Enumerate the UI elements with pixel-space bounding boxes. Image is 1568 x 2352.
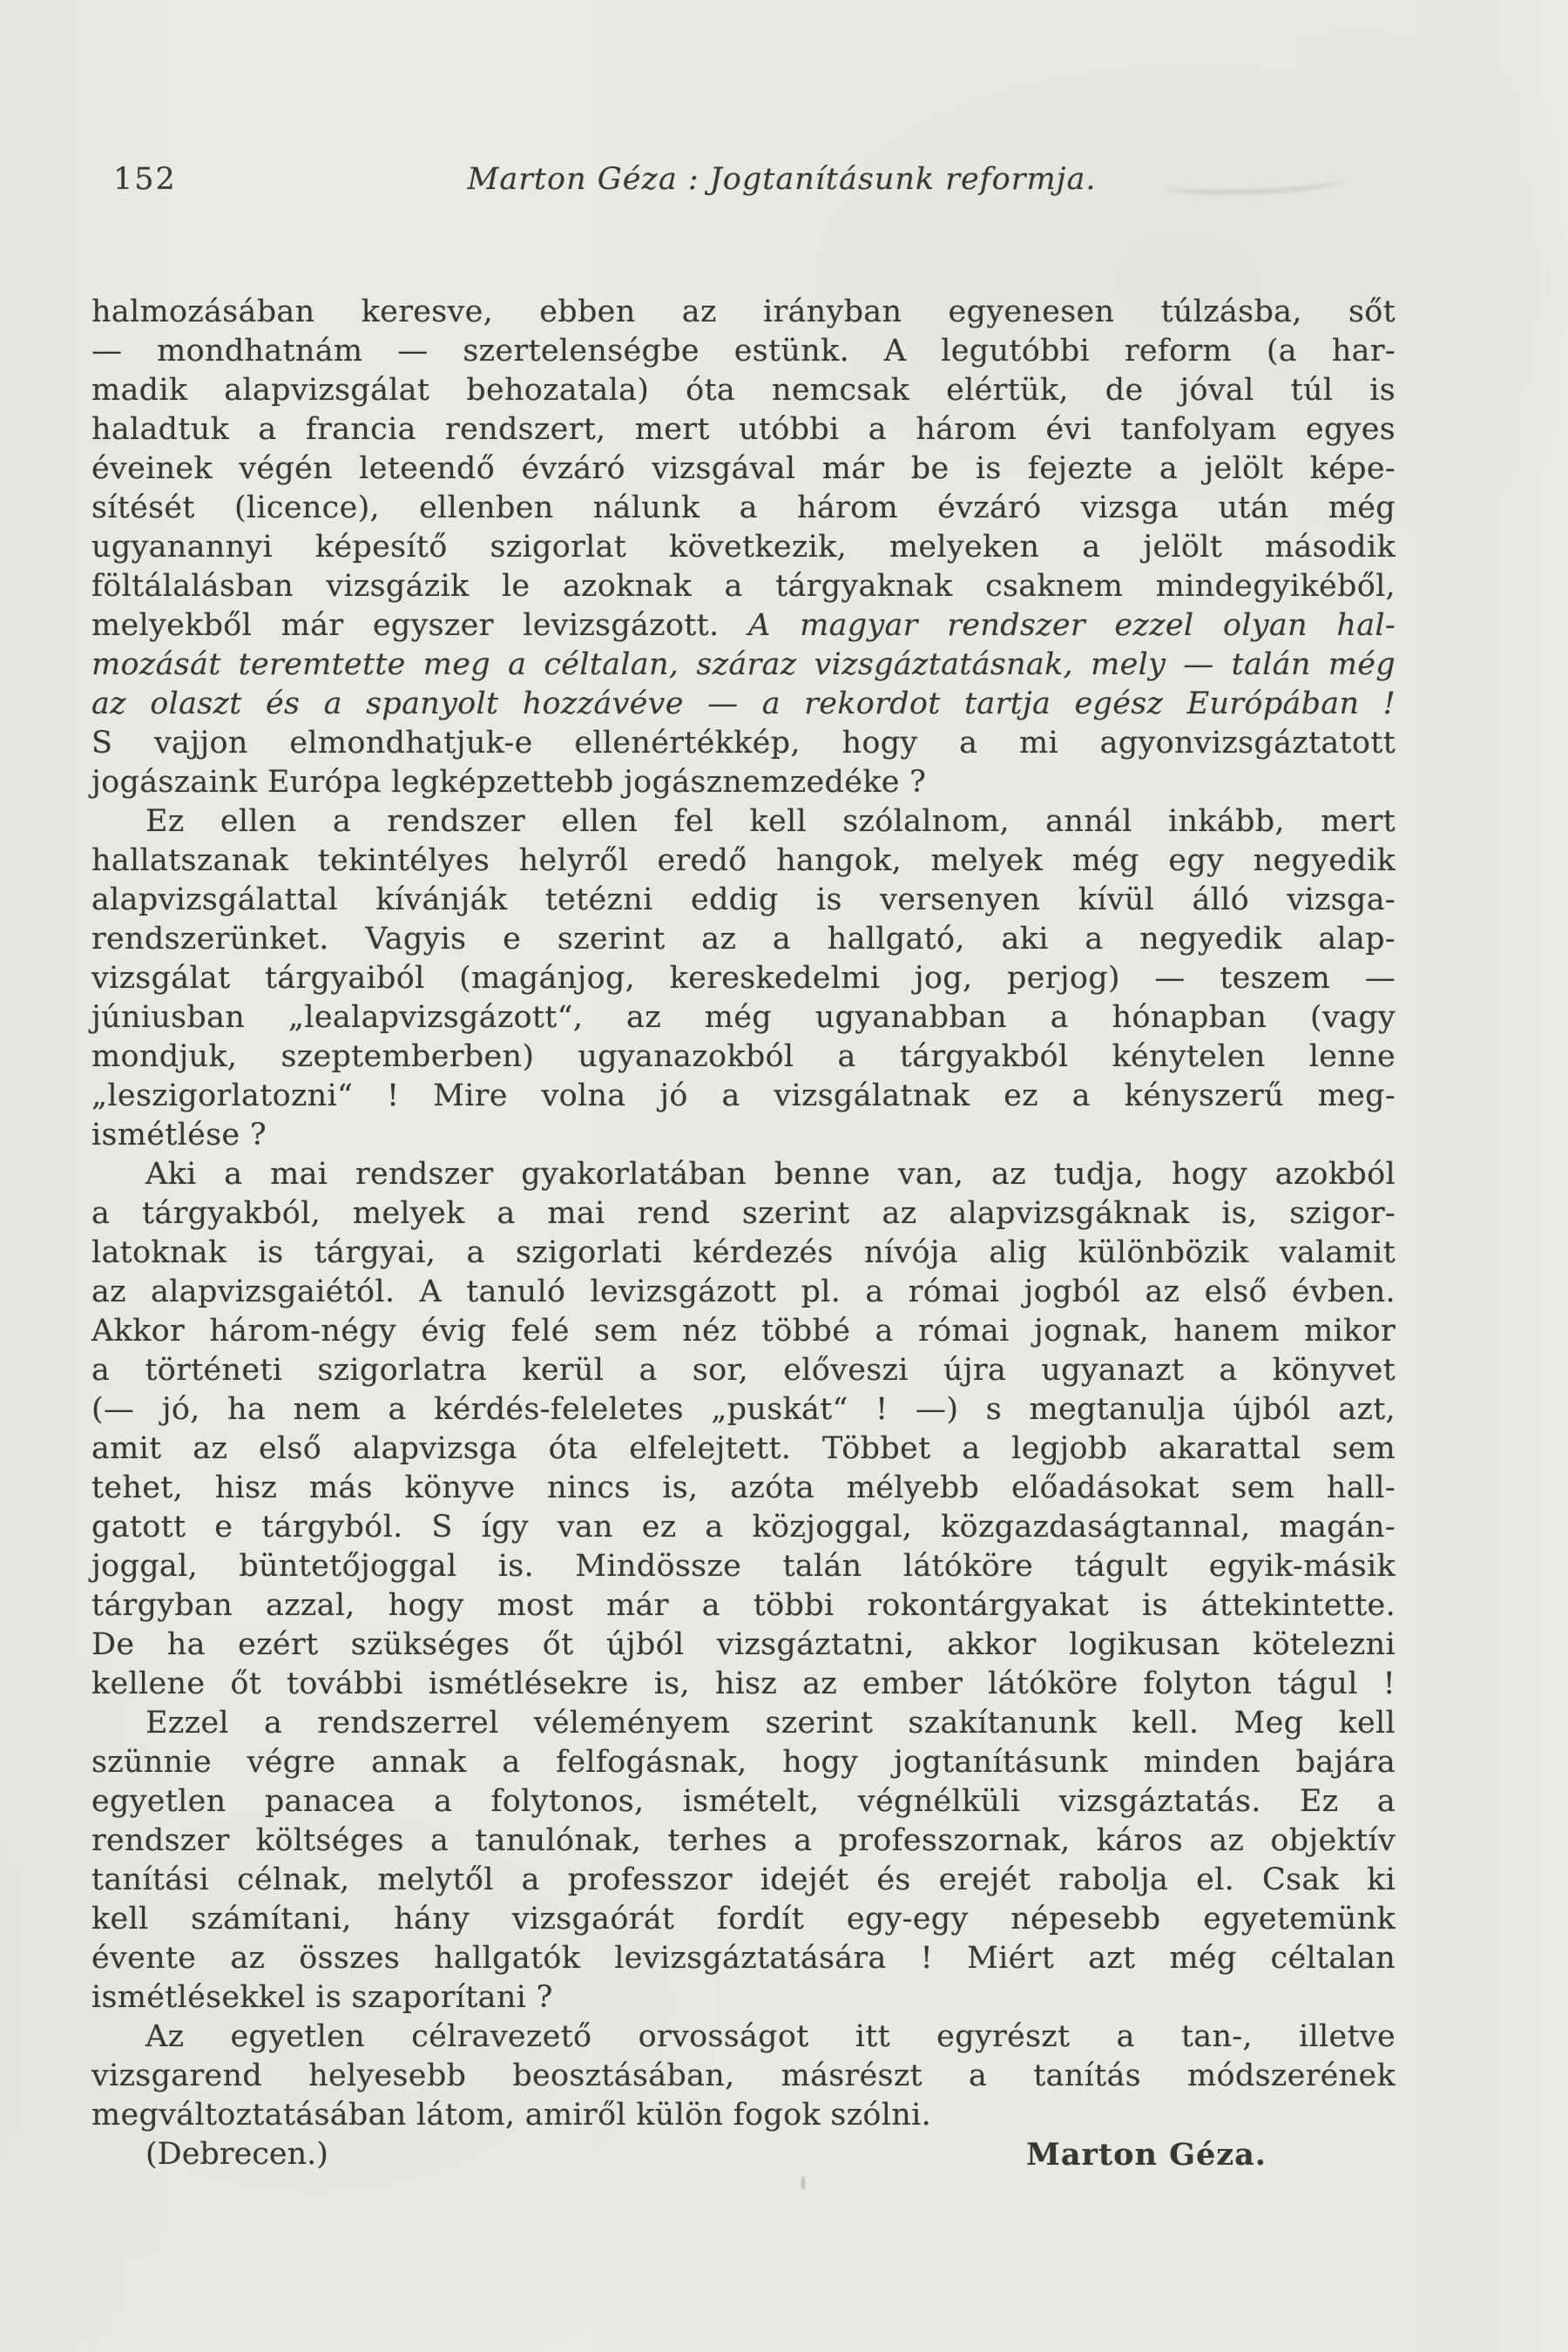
text-segment: vizsgálat tárgyaiból (magánjog, kereskedelmi jog, perjog) — teszem — xyxy=(91,961,1396,996)
text-line xyxy=(91,881,1396,920)
text-line xyxy=(91,1586,1396,1625)
text-line xyxy=(91,1782,1396,1821)
running-title: Marton Géza : Jogtanításunk reformja. xyxy=(467,162,1097,197)
text-line xyxy=(91,410,1396,449)
text-segment: föltálalásban vizsgázik le azoknak a tárgyaknak csaknem mindegyikéből, xyxy=(91,569,1396,604)
text-line xyxy=(91,1037,1396,1077)
text-segment: alapvizsgálattal kívánják tetézni eddig is versenyen kívül álló vizsga- xyxy=(91,882,1396,917)
text-segment: rendszerünket. Vagyis e szerint az a hallgató, aki a negyedik alap- xyxy=(91,922,1396,956)
text-segment: vizsgarend helyesebb beosztásában, másrészt a tanítás módszerének xyxy=(91,2058,1396,2093)
text-segment: Akkor három-négy évig felé sem néz többé a római jognak, hanem mikor xyxy=(91,1314,1396,1348)
text-segment: jogászaink Európa legképzettebb jogásznemzedéke ? xyxy=(91,765,927,800)
text-segment: Ez ellen a rendszer ellen fel kell szólalnom, annál inkább, mert xyxy=(145,804,1396,839)
text-segment: Aki a mai rendszer gyakorlatában benne van, az tudja, hogy azokból xyxy=(145,1157,1396,1192)
text-segment: — mondhatnám — szertelenségbe estünk. A legutóbbi reform (a har- xyxy=(91,334,1396,368)
text-segment: madik alapvizsgálat behozatala) óta nemcsak elértük, de jóval túl is xyxy=(91,373,1396,408)
text-line xyxy=(91,1312,1396,1351)
text-segment: S vajjon elmondhatjuk-e ellenértékkép, hogy a mi agyonvizsgáztatott xyxy=(91,726,1396,760)
text-line xyxy=(91,841,1396,881)
text-segment: a tárgyakból, melyek a mai rend szerint az alapvizsgáknak is, szigor- xyxy=(91,1196,1396,1231)
text-segment: hallatszanak tekintélyes helyről eredő hangok, melyek még egy negyedik xyxy=(91,843,1396,878)
text-line xyxy=(91,802,1396,841)
text-line xyxy=(91,1077,1396,1116)
text-line xyxy=(91,1821,1396,1861)
text-segment: ugyanannyi képesítő szigorlat következik, melyeken a jelölt második xyxy=(91,530,1396,564)
text-line xyxy=(91,332,1396,371)
page-number: 152 xyxy=(113,162,177,197)
text-line xyxy=(91,1390,1396,1429)
text-line xyxy=(91,1743,1396,1782)
text-segment: évente az összes hallgatók levizsgáztatására ! Miért azt még céltalan xyxy=(91,1941,1396,1976)
text-segment: sítését (licence), ellenben nálunk a három évzáró vizsga után még xyxy=(91,490,1396,525)
signature-author: Marton Géza. xyxy=(1026,2137,1267,2173)
text-segment: a történeti szigorlatra kerül a sor, előveszi újra ugyanazt a könyvet xyxy=(91,1353,1396,1388)
text-line xyxy=(91,1704,1396,1743)
text-line xyxy=(91,685,1396,724)
text-line xyxy=(91,1155,1396,1194)
text-segment: „leszigorlatozni“ ! Mire volna jó a vizsgálatnak ez a kényszerű meg- xyxy=(91,1078,1396,1113)
italic-text-segment: az olaszt és a spanyolt hozzávéve — a rekordot tartja egész Európában ! xyxy=(91,686,1396,721)
text-segment: ismétlésekkel is szaporítani ? xyxy=(91,1980,553,2015)
text-segment: megváltoztatásában látom, amiről külön fogok szólni. xyxy=(91,2098,932,2132)
text-segment: kell számítani, hány vizsgaórát fordít egy-egy népesebb egyetemünk xyxy=(91,1902,1396,1936)
text-line xyxy=(91,1233,1396,1273)
text-line xyxy=(91,998,1396,1037)
text-segment: júniusban „lealapvizsgázott“, az még ugyanabban a hónapban (vagy xyxy=(91,1000,1396,1035)
text-line xyxy=(91,1978,1396,2017)
article-body xyxy=(91,293,1396,2174)
text-segment: halmozásában keresve, ebben az irányban egyenesen túlzásba, sőt xyxy=(91,294,1396,329)
text-line xyxy=(91,371,1396,410)
text-line xyxy=(91,1116,1396,1155)
text-segment: ismétlése ? xyxy=(91,1118,267,1152)
text-segment: tanítási célnak, melytől a professzor idejét és erejét rabolja el. Csak ki xyxy=(91,1862,1396,1897)
text-line xyxy=(91,2096,1396,2135)
text-line xyxy=(91,645,1396,685)
text-line xyxy=(91,2017,1396,2057)
text-segment: tárgyban azzal, hogy most már a többi rokontárgyakat is áttekintette. xyxy=(91,1588,1396,1623)
text-line xyxy=(91,1351,1396,1390)
text-segment: amit az első alapvizsga óta elfelejtett. Többet a legjobb akarattal sem xyxy=(91,1431,1396,1466)
text-line xyxy=(91,1625,1396,1665)
italic-text-segment: A magyar rendszer ezzel olyan hal- xyxy=(747,608,1396,643)
text-line xyxy=(91,1861,1396,1900)
text-segment: szünnie végre annak a felfogásnak, hogy jogtanításunk minden bajára xyxy=(91,1745,1396,1780)
text-segment: De ha ezért szükséges őt újból vizsgáztatni, akkor logikusan kötelezni xyxy=(91,1627,1396,1662)
text-line xyxy=(91,2057,1396,2096)
text-segment: (— jó, ha nem a kérdés-feleletes „puskát“ ! —) s megtanulja újból azt, xyxy=(91,1392,1396,1427)
text-segment: haladtuk a francia rendszert, mert utóbbi a három évi tanfolyam egyes xyxy=(91,412,1396,447)
text-line xyxy=(91,920,1396,959)
text-segment: mondjuk, szeptemberben) ugyanazokból a tárgyakból kénytelen lenne xyxy=(91,1039,1396,1074)
text-line xyxy=(91,1508,1396,1547)
text-segment: éveinek végén leteendő évzáró vizsgával már be is fejezte a jelölt képe- xyxy=(91,451,1396,486)
text-line xyxy=(91,449,1396,489)
text-segment: kellene őt további ismétlésekre is, hisz az ember látóköre folyton tágul ! xyxy=(91,1666,1396,1701)
text-line xyxy=(91,1194,1396,1233)
text-line xyxy=(91,1273,1396,1312)
text-line xyxy=(91,528,1396,567)
text-line xyxy=(91,1469,1396,1508)
text-line xyxy=(91,1429,1396,1469)
text-segment: az alapvizsgaiétól. A tanuló levizsgázott pl. a római jogból az első évben. xyxy=(91,1274,1396,1309)
text-line xyxy=(91,567,1396,606)
text-segment: egyetlen panacea a folytonos, ismételt, végnélküli vizsgáztatás. Ez a xyxy=(91,1784,1396,1819)
text-line xyxy=(91,724,1396,763)
text-line xyxy=(91,1939,1396,1978)
text-segment: rendszer költséges a tanulónak, terhes a professzornak, káros az objektív xyxy=(91,1823,1396,1858)
text-segment: melyekből már egyszer levizsgázott. xyxy=(91,608,748,643)
scan-artifact-dot xyxy=(801,2176,805,2190)
text-line xyxy=(91,606,1396,645)
text-segment: latoknak is tárgyai, a szigorlati kérdezés nívója alig különbözik valamit xyxy=(91,1235,1396,1270)
text-line xyxy=(91,293,1396,332)
text-line xyxy=(91,489,1396,528)
text-line xyxy=(91,763,1396,802)
text-segment: Ezzel a rendszerrel véleményem szerint szakítanunk kell. Meg kell xyxy=(145,1706,1396,1740)
text-line xyxy=(91,1665,1396,1704)
text-segment: joggal, büntetőjoggal is. Mindössze talán látóköre tágult egyik-másik xyxy=(91,1549,1396,1584)
text-line xyxy=(91,959,1396,998)
signature-place: (Debrecen.) xyxy=(145,2137,328,2172)
signature-row xyxy=(91,2135,1396,2174)
text-line xyxy=(91,1900,1396,1939)
text-segment: tehet, hisz más könyve nincs is, azóta mélyebb előadásokat sem hall- xyxy=(91,1470,1396,1505)
text-segment: Az egyetlen célravezető orvosságot itt egyrészt a tan-, illetve xyxy=(145,2019,1396,2054)
text-line xyxy=(91,1547,1396,1586)
text-segment: gatott e tárgyból. S így van ez a közjoggal, közgazdaságtannal, magán- xyxy=(91,1510,1396,1544)
italic-text-segment: mozását teremtette meg a céltalan, száraz vizsgáztatásnak, mely — talán még xyxy=(91,647,1396,682)
